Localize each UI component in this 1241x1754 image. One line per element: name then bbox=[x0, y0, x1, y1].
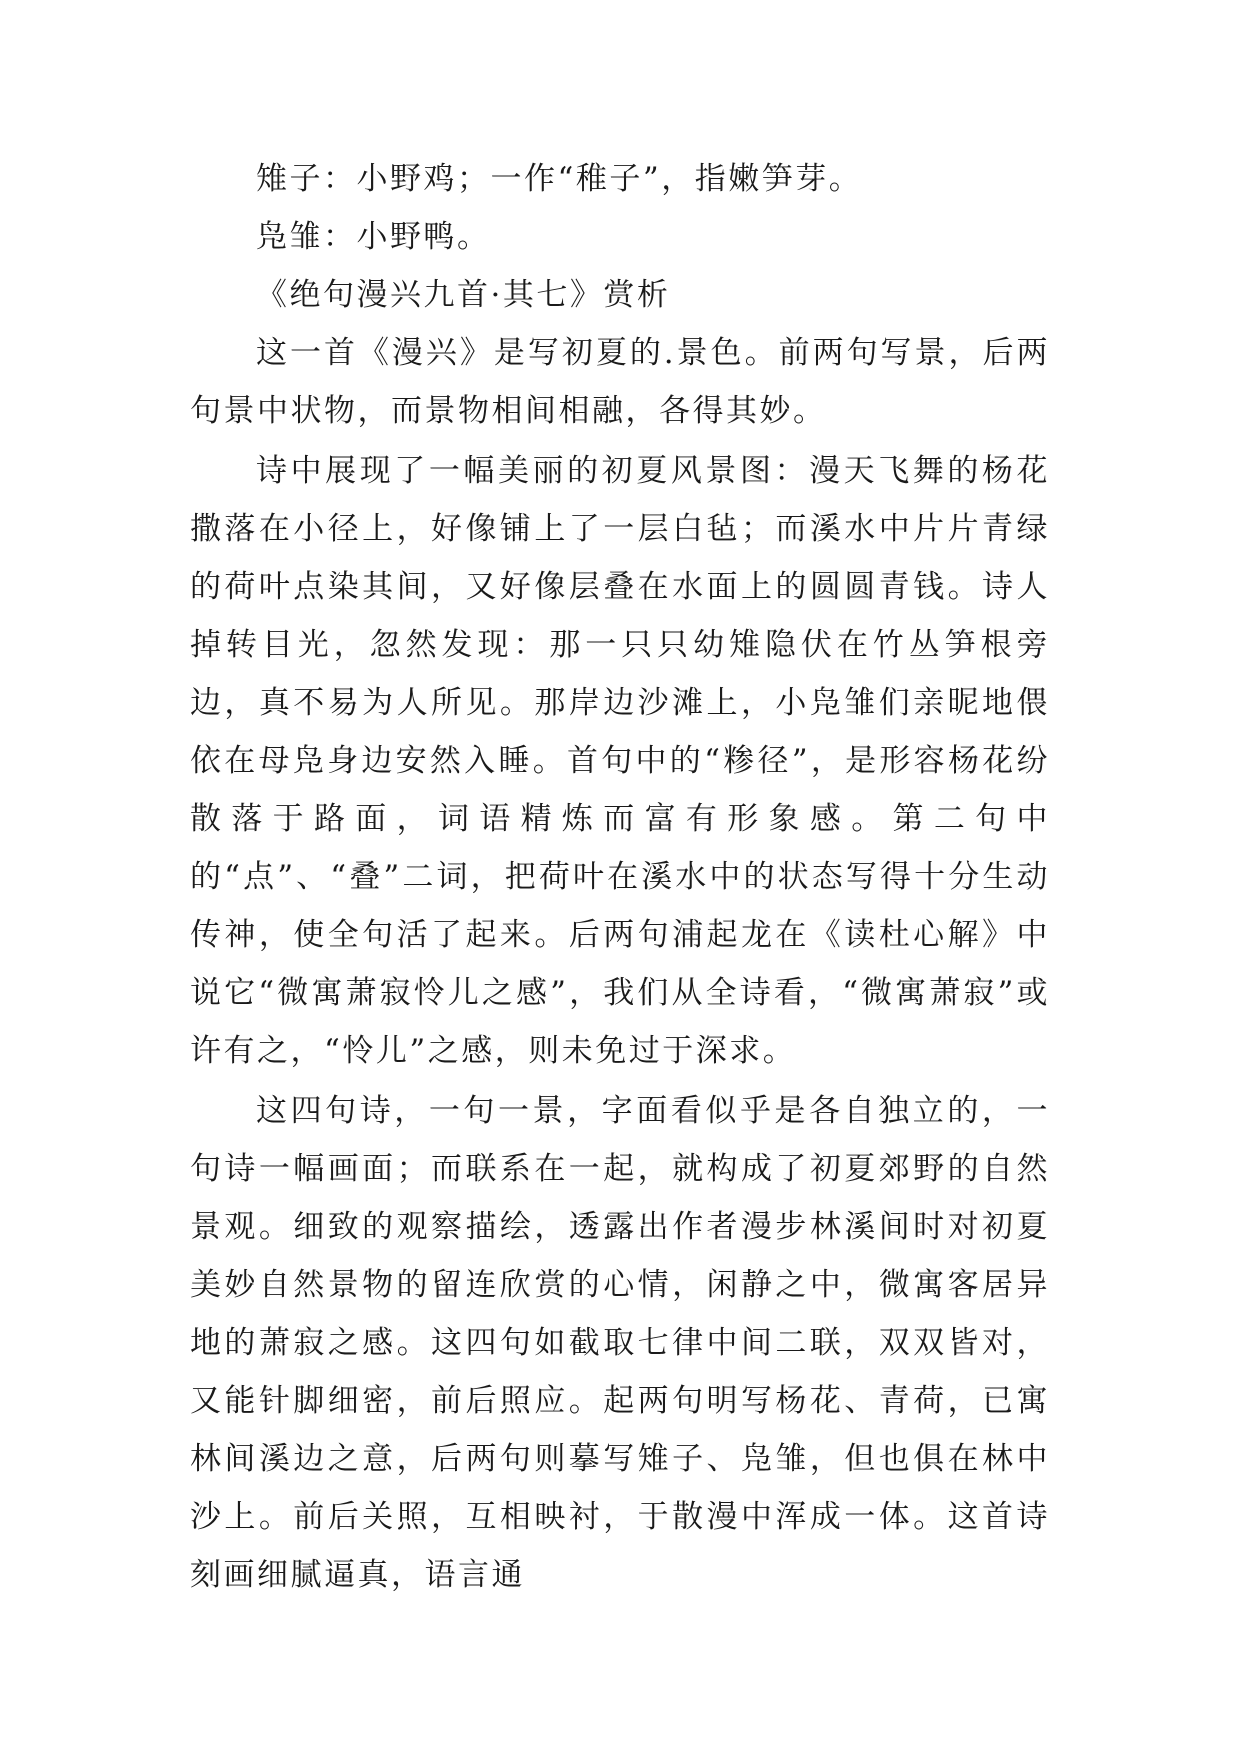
section-heading: 《绝句漫兴九首·其七》赏析 bbox=[256, 277, 671, 313]
paragraph-analysis: 这四句诗，一句一景，字面看似乎是各自独立的，一句诗一幅画面；而联系在一起，就构成了初夏郊野的自然景观。细致的观察描绘，透露出作者漫步林溪间时对初夏美妙自然景物的留连欣赏的心情，闲静之中，微寓客居异地的萧寂之感。这四句如截取七律中间二联，双双皆对，又能针脚细密，前后照应。起两句明写杨花、青荷，已寓林间溪边之意，后两句则摹写雉子、凫雏，但也俱在林中沙上。前后关照，互相映衬，于散漫中浑成一体。这首诗刻画细腻逼真，语言通 bbox=[190, 1093, 1050, 1593]
paragraph-scenery: 诗中展现了一幅美丽的初夏风景图：漫天飞舞的杨花撒落在小径上，好像铺上了一层白毡；而溪水中片片青绿的荷叶点染其间，又好像层叠在水面上的圆圆青钱。诗人掉转目光，忽然发现：那一只只幼雉隐伏在竹丛笋根旁边，真不易为人所见。那岸边沙滩上，小凫雏们亲昵地偎依在母凫身边安然入睡。首句中的“糁径”，是形容杨花纷散落于路面，词语精炼而富有形象感。第二句中的“点”、“叠”二词，把荷叶在溪水中的状态写得十分生动传神，使全句活了起来。后两句浦起龙在《读杜心解》中说它“微寓萧寂怜儿之感”，我们从全诗看，“微寓萧寂”或许有之，“怜儿”之感，则未免过于深求。 bbox=[190, 453, 1050, 1069]
note-zhizi: 雉子：小野鸡；一作“稚子”，指嫩笋芽。 bbox=[256, 161, 863, 197]
note-fuchu: 凫雏：小野鸭。 bbox=[256, 219, 491, 255]
document-page bbox=[190, 150, 1050, 1600]
paragraph-intro: 这一首《漫兴》是写初夏的.景色。前两句写景，后两句景中状物，而景物相间相融，各得其妙。 bbox=[190, 335, 1050, 429]
